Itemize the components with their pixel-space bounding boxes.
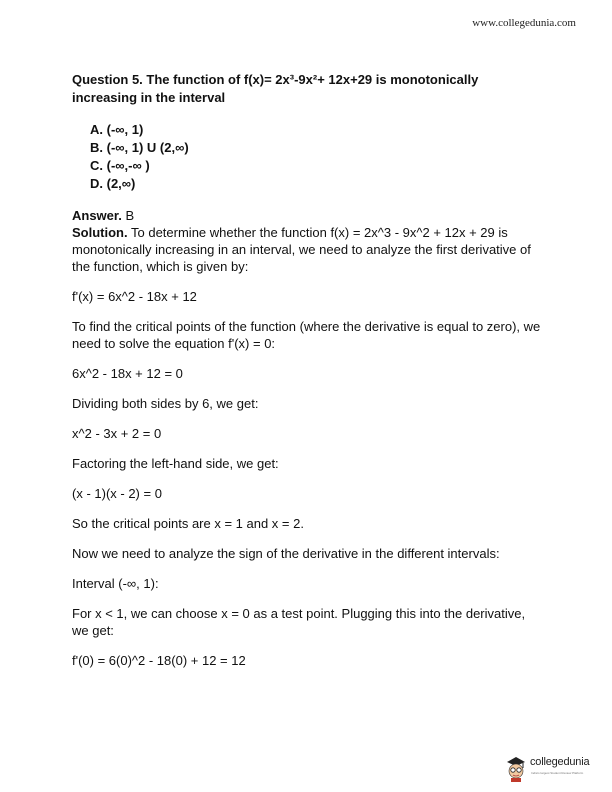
solution-paragraph: For x < 1, we can choose x = 0 as a test point. Plugging this into the derivative, we get:: [72, 606, 526, 638]
solution-paragraph: Dividing both sides by 6, we get:: [72, 396, 259, 411]
solution-label: Solution.: [72, 225, 128, 240]
equation: 6x^2 - 18x + 12 = 0: [72, 366, 183, 381]
answer-value: B: [125, 208, 135, 223]
logo-tagline: India's largest Student Review Platform: [531, 771, 584, 775]
equation: f'(0) = 6(0)^2 - 18(0) + 12 = 12: [72, 653, 246, 668]
logo-text: collegedunia: [530, 756, 590, 768]
solution-intro-text: To determine whether the function f(x) = 2x^3 - 9x^2 + 12x + 29 is monotonically increasing in an interval, we need to analyze the first derivative of the function, which is given by:: [72, 225, 531, 274]
site-url: www.collegedunia.com: [472, 17, 576, 29]
options-list: [90, 121, 542, 193]
option-b: B. (-∞, 1) U (2,∞): [90, 140, 189, 155]
option-a: A. (-∞, 1): [90, 122, 144, 137]
document-content: [72, 71, 542, 669]
derivative-formula: f'(x) = 6x^2 - 18x + 12: [72, 289, 197, 304]
solution-paragraph: So the critical points are x = 1 and x = 2.: [72, 516, 304, 531]
solution-paragraph: To find the critical points of the function (where the derivative is equal to zero), we need to solve the equation f'(x) = 0:: [72, 319, 541, 351]
answer: [72, 207, 542, 224]
solution-paragraph: Factoring the left-hand side, we get:: [72, 456, 279, 471]
equation: (x - 1)(x - 2) = 0: [72, 486, 162, 501]
interval-heading: Interval (-∞, 1):: [72, 576, 159, 591]
option-d: D. (2,∞): [90, 176, 136, 191]
equation: x^2 - 3x + 2 = 0: [72, 426, 162, 441]
mascot-icon: [504, 754, 528, 782]
option-c: C. (-∞,-∞ ): [90, 158, 150, 173]
collegedunia-logo: [504, 754, 604, 784]
question-text: Question 5. The function of f(x)= 2x³-9x²+ 12x+29 is monotonically increasing in the interval: [72, 72, 479, 105]
solution-intro: [72, 224, 542, 275]
solution-paragraph: Now we need to analyze the sign of the derivative in the different intervals:: [72, 546, 500, 561]
answer-label: Answer.: [72, 208, 122, 223]
